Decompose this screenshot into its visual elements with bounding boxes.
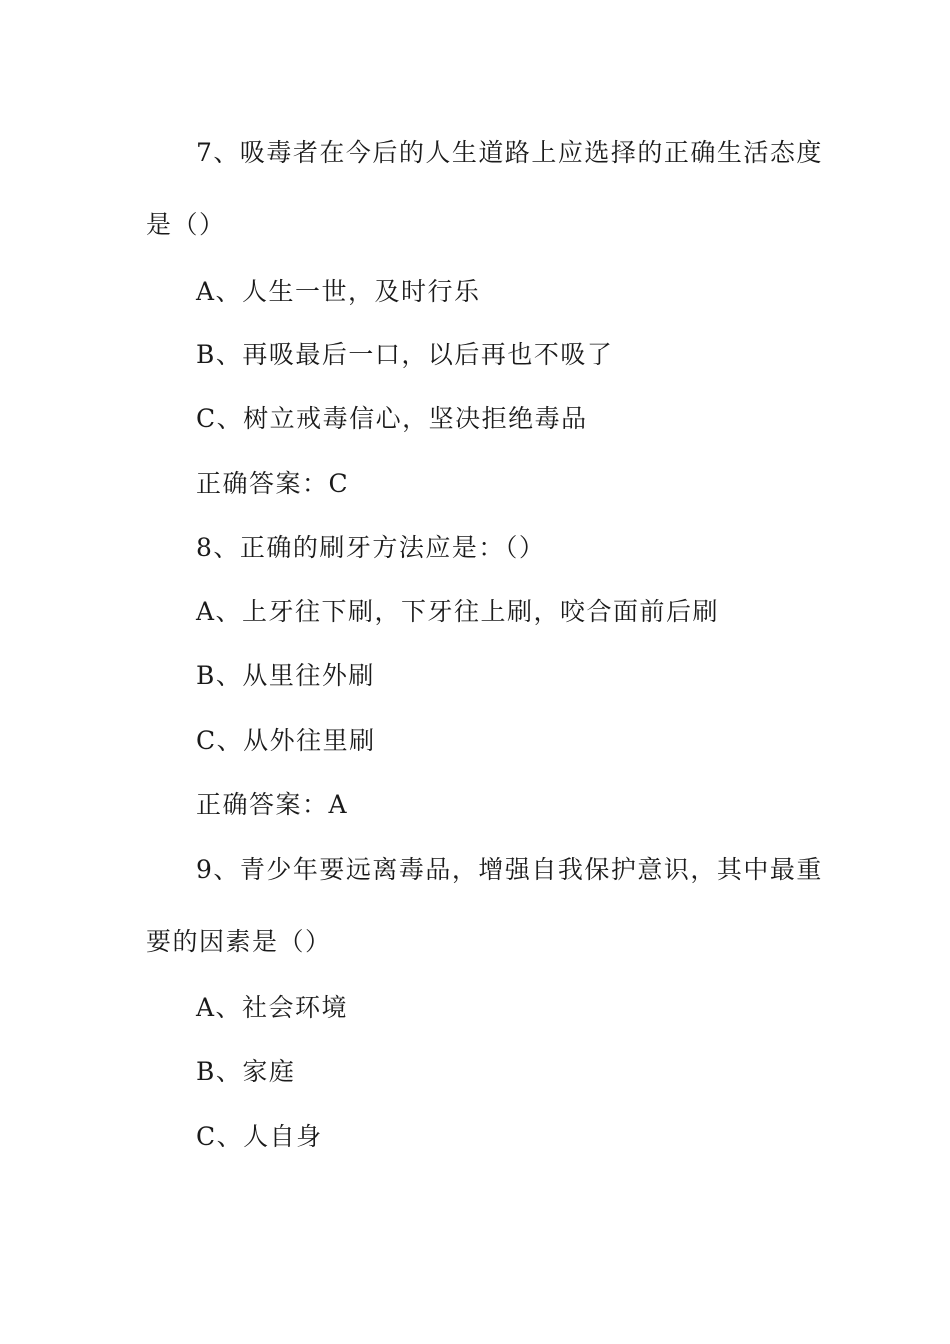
question-8-answer: 正确答案：A bbox=[196, 790, 349, 819]
question-7-stem-line-2: 是（） bbox=[146, 210, 226, 239]
question-8-option-a: A、上牙往下刷，下牙往上刷，咬合面前后刷 bbox=[196, 597, 720, 626]
question-9-option-a: A、社会环境 bbox=[196, 993, 349, 1022]
question-9-option-c: C、人自身 bbox=[196, 1122, 323, 1151]
question-7-answer: 正确答案：C bbox=[196, 469, 350, 498]
question-8-option-c: C、从外往里刷 bbox=[196, 726, 376, 755]
question-7-option-a: A、人生一世，及时行乐 bbox=[196, 277, 481, 306]
question-7-stem-line-1: 7、吸毒者在今后的人生道路上应选择的正确生活态度 bbox=[196, 138, 823, 167]
question-9-option-b: B、家庭 bbox=[196, 1057, 296, 1086]
question-9-stem-line-2: 要的因素是（） bbox=[146, 927, 332, 956]
question-8-option-b: B、从里往外刷 bbox=[196, 661, 375, 690]
question-7-option-b: B、再吸最后一口，以后再也不吸了 bbox=[196, 340, 614, 369]
question-8-stem-line-1: 8、正确的刷牙方法应是：（） bbox=[196, 533, 546, 562]
question-7-option-c: C、树立戒毒信心，坚决拒绝毒品 bbox=[196, 404, 588, 433]
question-9-stem-line-1: 9、青少年要远离毒品，增强自我保护意识，其中最重 bbox=[196, 855, 823, 884]
